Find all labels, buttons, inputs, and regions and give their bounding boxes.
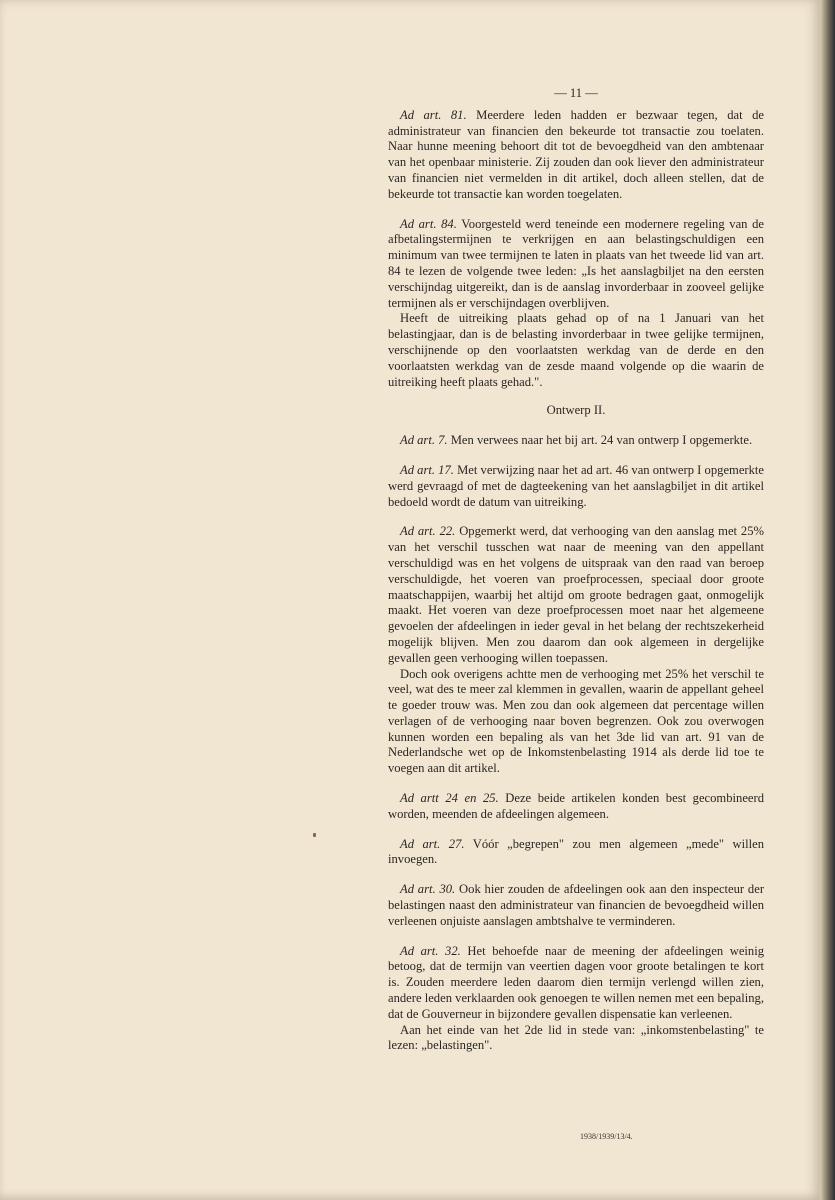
text-column <box>388 86 764 1054</box>
paragraph-continuation <box>388 667 764 778</box>
article-reference: Ad artt 24 en 25. <box>400 791 499 806</box>
paragraph-continuation <box>388 311 764 390</box>
paragraph-art-81 <box>388 108 764 203</box>
paragraph-art-17 <box>388 463 764 510</box>
footer-code: 1938/1939/13/4. <box>580 1132 633 1141</box>
paragraph-art-24-25 <box>388 791 764 823</box>
paper-speck <box>313 833 316 837</box>
paragraph-text: Doch ook overigens achtte men de verhooging met 25% het verschil te veel, wat des te meer zal klemmen in gevallen, waarin de appellant geheel te goeder trouw was. Men zou dan ook algemeen dat percentage willen verlagen of de verhooging naar boven begrenzen. Ook zou overwogen kunnen worden een bepaling als van het 3de lid van art. 91 van de Nederlandsche wet op de Inkomstenbelasting 1914 als derde lid toe te voegen aan dit artikel. <box>388 666 764 776</box>
page-number: — 11 — <box>554 86 598 100</box>
paragraph-text: Meerdere leden hadden er bezwaar tegen, dat de administrateur van financien den bekeurde tot transactie zou toelaten. Naar hunne meening behoort dit tot de bevoegdheid van den ambtenaar van het openbaar ministerie. Zij zouden dan ook liever den administrateur van financien niet vermelden in dit artikel, doch alleen stellen, dat de bekeurde tot transactie kan worden toegelaten. <box>388 107 765 201</box>
paragraph-text: Aan het einde van het 2de lid in stede van: „inkomstenbelasting" te lezen: „belastingen". <box>388 1022 764 1053</box>
article-reference: Ad art. 32. <box>400 943 461 958</box>
article-reference: Ad art. 30. <box>400 882 456 897</box>
paragraph-text: Het behoefde naar de meening der afdeelingen weinig betoog, dat de termijn van veertien dagen voor groote betalingen te kort is. Zouden meerdere leden daarom dien termijn verlengd willen zien, andere leden verklaarden ook genoegen te willen nemen met een bepaling, dat de Gouverneur in bijzondere gevallen dispensatie kan verleenen. <box>388 943 764 1021</box>
paragraph-art-84 <box>388 217 764 312</box>
section-heading: Ontwerp II. <box>546 403 606 418</box>
article-reference: Ad art. 7. <box>400 433 448 448</box>
paragraph-continuation <box>388 1023 764 1055</box>
article-reference: Ad art. 27. <box>400 836 465 851</box>
paragraph-art-27 <box>388 837 764 869</box>
article-reference: Ad art. 17. <box>400 462 454 477</box>
article-reference: Ad art. 22. <box>400 524 456 539</box>
article-reference: Ad art. 81. <box>400 107 467 122</box>
paragraph-art-7 <box>388 433 764 449</box>
paragraph-text: Opgemerkt werd, dat verhooging van den aanslag met 25% van het verschil tusschen wat naar de meening van den appellant verschuldigd was en het volgens de uitspraak van den raad van beroep verschuldigde, het voeren van proefprocessen, speciaal door groote maatschappijen, waarbij het altijd om groote bedragen gaat, onmogelijk maakt. Het voeren van deze proefprocessen moet naar het algemeene gevoelen der afdeelingen in ieder geval in het belang der rechtszekerheid mogelijk blijven. Men zou daarom dan ook algemeen in dergelijke gevallen geen verhooging willen toepassen. <box>388 524 764 665</box>
paragraph-text: Voorgesteld werd teneinde een modernere regeling van de afbetalingstermijnen te verkrijgen en aan belastingschuldigen een minimum van twee termijnen te laten in plaats van het tweede lid van art. 84 te lezen de volgende twee leden: „Is het aanslagbiljet na den eersten verschijndag uitgereikt, dan is de aanslag invorderbaar in zooveel gelijke termijnen als er verschijndagen overblijven. <box>388 216 765 310</box>
paragraph-art-32 <box>388 944 764 1023</box>
footer <box>0 1132 820 1141</box>
article-reference: Ad art. 84. <box>400 216 457 231</box>
paragraph-text: Met verwijzing naar het ad art. 46 van ontwerp I opgemerkte werd gevraagd of met de dagteekening van het aanslagbiljet in dit artikel bedoeld wordt de datum van uitreiking. <box>388 462 764 509</box>
paragraph-art-22 <box>388 524 764 666</box>
paragraph-text: Heeft de uitreiking plaats gehad op of na 1 Januari van het belastingjaar, dan is de belasting invorderbaar in twee gelijke termijnen, verschijnende op den voorlaatsten werkdag van de derde en den voorlaatsten werkdag van de zesde maand volgende op die waarin de uitreiking heeft plaats gehad.". <box>388 311 764 389</box>
paragraph-text: Deze beide artikelen konden best gecombineerd worden, meenden de afdeelingen algemeen. <box>388 791 764 821</box>
paragraph-text: Men verwees naar het bij art. 24 van ontwerp I opgemerkte. <box>450 433 753 448</box>
paragraph-art-30 <box>388 882 764 929</box>
paragraph-text: Vóór „begrepen" zou men algemeen „mede" willen invoegen. <box>388 836 764 867</box>
paragraph-text: Ook hier zouden de afdeelingen ook aan den inspecteur der belastingen naast den administrateur van financien de bevoegdheid willen verleenen onjuiste aanslagen ambtshalve te verminderen. <box>388 882 765 928</box>
page-edge <box>820 0 835 1200</box>
